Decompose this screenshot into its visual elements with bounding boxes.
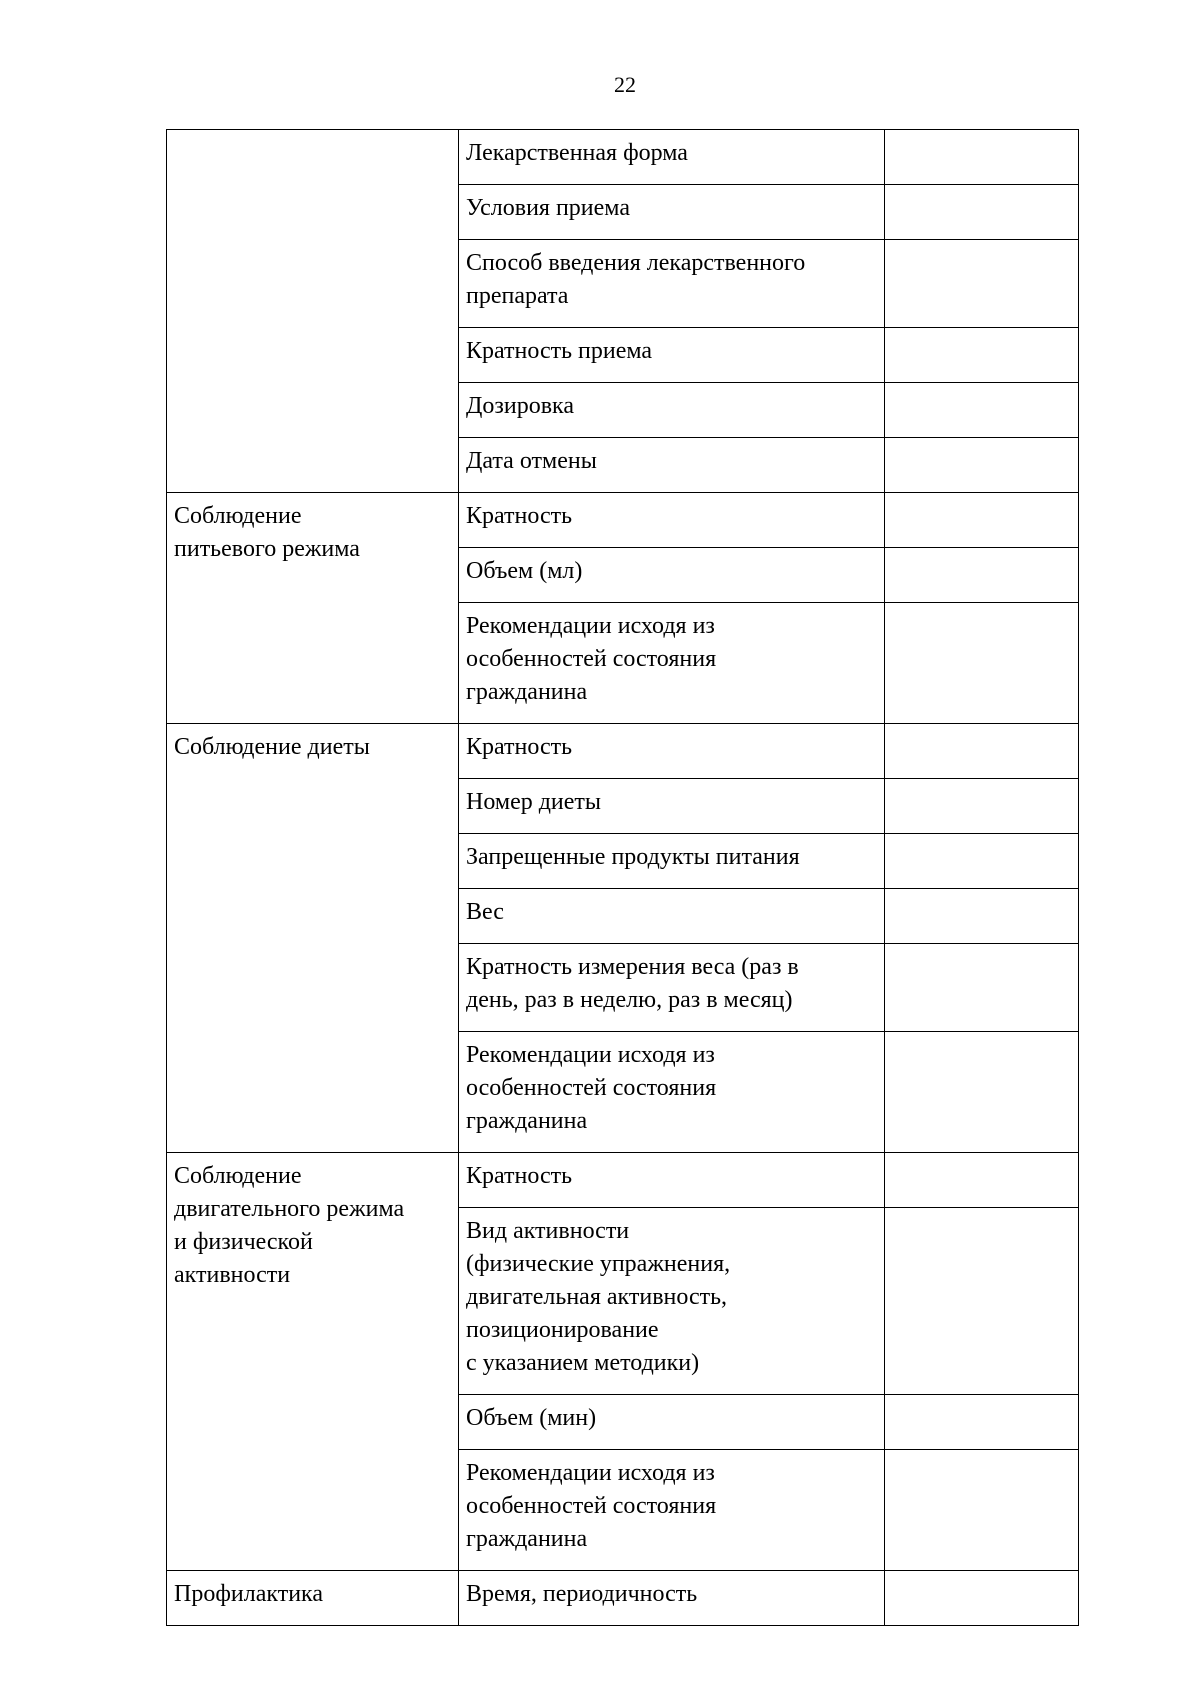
parameter-cell: Кратность [459, 724, 885, 779]
parameter-cell: Вид активности (физические упражнения, двигательная активность, позиционирование с указанием методики) [459, 1208, 885, 1395]
parameter-cell: Рекомендации исходя из особенностей состояния гражданина [459, 1450, 885, 1571]
parameter-cell: Кратность [459, 493, 885, 548]
value-cell[interactable] [885, 1450, 1079, 1571]
value-cell[interactable] [885, 889, 1079, 944]
value-cell[interactable] [885, 240, 1079, 328]
value-cell[interactable] [885, 383, 1079, 438]
parameter-cell: Дата отмены [459, 438, 885, 493]
parameter-cell: Кратность приема [459, 328, 885, 383]
group-label-cell: Соблюдение двигательного режима и физической активности [167, 1153, 459, 1571]
value-cell[interactable] [885, 493, 1079, 548]
value-cell[interactable] [885, 834, 1079, 889]
page-number: 22 [614, 72, 636, 97]
value-cell[interactable] [885, 724, 1079, 779]
group-label-cell: Соблюдение питьевого режима [167, 493, 459, 724]
group-label-cell: Соблюдение диеты [167, 724, 459, 1153]
parameter-cell: Кратность измерения веса (раз в день, раз в неделю, раз в месяц) [459, 944, 885, 1032]
value-cell[interactable] [885, 603, 1079, 724]
value-cell[interactable] [885, 1571, 1079, 1626]
value-cell[interactable] [885, 944, 1079, 1032]
parameter-cell: Объем (мин) [459, 1395, 885, 1450]
group-label-cell: Профилактика [167, 1571, 459, 1626]
table-row [167, 1571, 1079, 1626]
table-row [167, 724, 1079, 779]
parameter-cell: Кратность [459, 1153, 885, 1208]
value-cell[interactable] [885, 1153, 1079, 1208]
parameter-cell: Условия приема [459, 185, 885, 240]
table-row [167, 130, 1079, 185]
value-cell[interactable] [885, 130, 1079, 185]
parameter-cell: Время, периодичность [459, 1571, 885, 1626]
parameter-cell: Вес [459, 889, 885, 944]
recommendations-table [166, 129, 1079, 1626]
value-cell[interactable] [885, 185, 1079, 240]
parameter-cell: Рекомендации исходя из особенностей состояния гражданина [459, 1032, 885, 1153]
value-cell[interactable] [885, 1032, 1079, 1153]
value-cell[interactable] [885, 1395, 1079, 1450]
group-label-cell [167, 130, 459, 493]
value-cell[interactable] [885, 328, 1079, 383]
value-cell[interactable] [885, 779, 1079, 834]
parameter-cell: Номер диеты [459, 779, 885, 834]
parameter-cell: Запрещенные продукты питания [459, 834, 885, 889]
value-cell[interactable] [885, 438, 1079, 493]
parameter-cell: Дозировка [459, 383, 885, 438]
parameter-cell: Способ введения лекарственного препарата [459, 240, 885, 328]
parameter-cell: Рекомендации исходя из особенностей состояния гражданина [459, 603, 885, 724]
value-cell[interactable] [885, 1208, 1079, 1395]
parameter-cell: Объем (мл) [459, 548, 885, 603]
table-row [167, 493, 1079, 548]
value-cell[interactable] [885, 548, 1079, 603]
table-row [167, 1153, 1079, 1208]
parameter-cell: Лекарственная форма [459, 130, 885, 185]
